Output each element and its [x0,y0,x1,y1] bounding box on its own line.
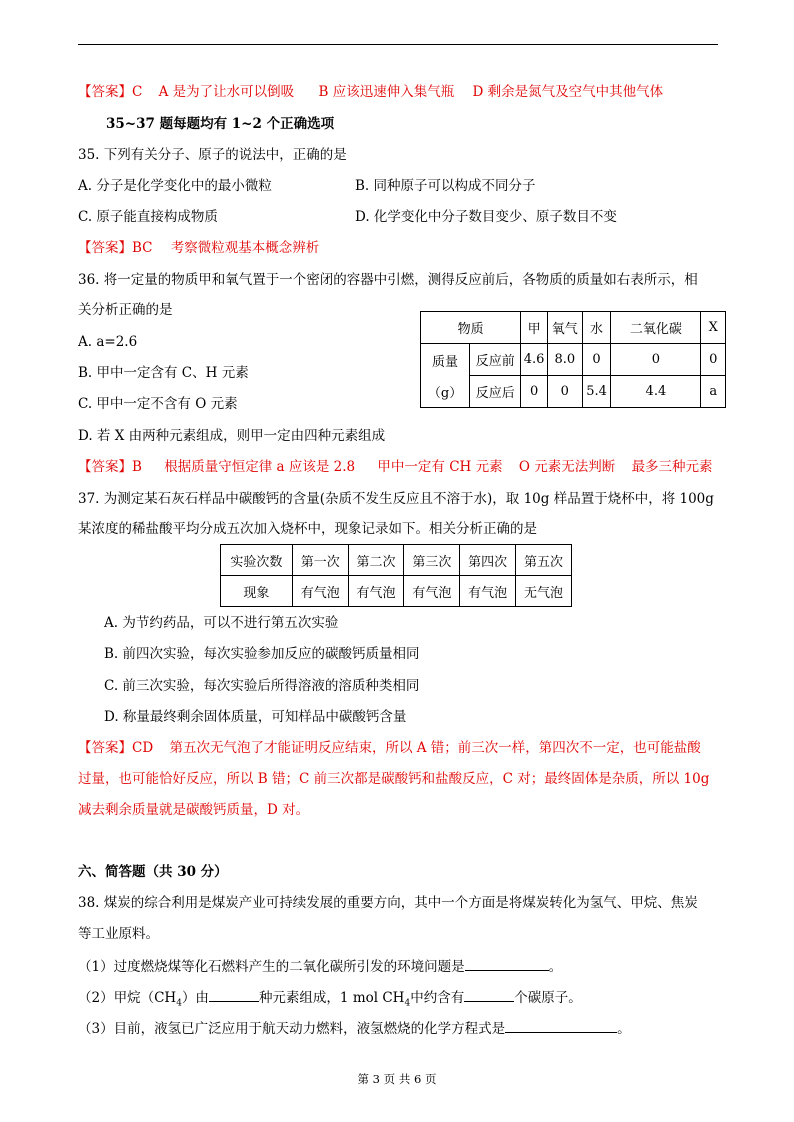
table-cell: 4.4 [611,376,701,408]
mass-unit: （g） [427,385,463,401]
table-cell: 0 [547,376,582,408]
table-header-substance: 物质 [421,312,521,344]
answer-blank[interactable] [465,956,549,971]
table-cell: 有气泡 [404,576,460,607]
question-37-stem-1: 37. 为测定某石灰石样品中碳酸钙的含量(杂质不发生反应且不溶于水)，取 10g 样品置于烧杯中，将 100g [78,491,714,507]
q38-part-3 [78,1018,631,1039]
q36-option-a: A. a=2.6 [78,334,138,350]
q36-option-d: D. 若 X 由两种元素组成，则甲一定由四种元素组成 [78,428,386,444]
table-cell: 4.6 [521,344,548,376]
part-text: 种元素组成，1 mol CH [258,990,405,1006]
answer-note: O 元素无法判断 [518,459,616,475]
answer-tag: 【答案】C [78,84,143,100]
q37-option-a: A. 为节约药品，可以不进行第五次实验 [104,615,339,631]
answer-tag: 【答案】BC [78,240,153,256]
mass-label: 质量 [432,354,459,370]
page-footer: 第 3 页 共 6 页 [357,1072,437,1086]
section-note: 35~37 题每题均有 1~2 个正确选项 [106,116,335,132]
answer-note: 最多三种元素 [631,459,713,475]
table-cell: 5.4 [582,376,611,408]
answer-note: 考察微粒观基本概念辨析 [170,240,320,256]
part-text: 。 [548,959,563,975]
row-label-before: 反应前 [470,344,521,376]
question-38-stem-1: 38. 煤炭的综合利用是煤炭产业可持续发展的重要方向，其中一个方面是将煤炭转化为氢气、甲烷、焦炭 [78,895,698,911]
subscript: 4 [176,998,182,1009]
q37-option-b: B. 前四次实验，每次实验参加反应的碳酸钙质量相同 [104,646,420,662]
question-36-stem-1: 36. 将一定量的物质甲和氧气置于一个密闭的容器中引燃，测得反应前后，各物质的质量如右表所示，相 [78,272,698,288]
question-38-stem-2: 等工业原料。 [78,926,159,942]
table-cell: 无气泡 [516,576,572,607]
table-header: 第一次 [292,545,348,576]
question-35-stem: 35. 下列有关分子、原子的说法中，正确的是 [78,147,347,163]
answer-35 [78,238,319,258]
table-header: 实验次数 [221,545,293,576]
q37-option-c: C. 前三次实验，每次实验后所得溶液的溶质种类相同 [104,678,420,694]
part-text: 。 [617,1021,631,1037]
table-header: 水 [582,312,611,344]
table-cell: 8.0 [547,344,582,376]
q38-part-1 [78,956,562,977]
q37-observation-table [220,544,572,607]
table-cell: 0 [582,344,611,376]
table-cell: 0 [611,344,701,376]
answer-37-line-2: 过量，也可能恰好反应，所以 B 错；C 前三次都是碳酸钙和盐酸反应，C 对；最终固体是杂质，所以 10g [78,771,710,787]
answer-note: 甲中一定有 CH 元素 [377,459,503,475]
q36-option-b: B. 甲中一定含有 C、H 元素 [78,365,249,381]
q35-option-b: B. 同种原子可以构成不同分子 [355,178,536,194]
part-text: ）由 [181,990,209,1006]
table-header: 甲 [521,312,548,344]
q35-option-a: A. 分子是化学变化中的最小微粒 [78,178,272,194]
answer-37-line-1 [78,738,701,758]
row-label-after: 反应后 [470,376,521,408]
table-header: 第三次 [404,545,460,576]
answer-tag: 【答案】CD [78,740,154,756]
answer-note: 根据质量守恒定律 a 应该是 2.8 [164,459,356,475]
section-title: 六、简答题（共 30 分） [78,864,228,880]
table-cell: 有气泡 [460,576,516,607]
table-cell: 有气泡 [292,576,348,607]
answer-37-line-3: 减去剩余质量就是碳酸钙质量，D 对。 [78,802,310,818]
q35-option-c: C. 原子能直接构成物质 [78,209,218,225]
part-text: 个碳原子。 [514,990,582,1006]
part-text: （1）过度燃烧煤等化石燃料产生的二氧化碳所引发的环境问题是 [78,959,465,975]
table-cell: a [701,376,726,408]
table-header: 第五次 [516,545,572,576]
answer-blank[interactable] [464,987,514,1002]
q36-option-c: C. 甲中一定不含有 O 元素 [78,396,238,412]
answer-blank[interactable] [505,1018,617,1033]
answer-note: A 是为了让水可以倒吸 [158,84,295,100]
table-cell: 有气泡 [348,576,404,607]
mass-label-cell [421,344,470,408]
answer-36 [78,457,713,477]
q38-part-2 [78,987,582,1014]
answer-34 [78,82,663,102]
answer-note: D 剩余是氮气及空气中其他气体 [472,84,664,100]
q35-option-d: D. 化学变化中分子数目变少、原子数目不变 [355,209,617,225]
part-text: （2）甲烷（CH [78,990,177,1006]
question-36-stem-2: 关分析正确的是 [78,302,173,318]
table-header: 氧气 [547,312,582,344]
subscript: 4 [404,998,411,1009]
table-header: 第二次 [348,545,404,576]
answer-note: 第五次无气泡了才能证明反应结束，所以 A 错；前三次一样，第四次不一定，也可能盐酸 [169,740,701,756]
answer-blank[interactable] [209,987,259,1002]
answer-tag: 【答案】B [78,459,142,475]
q37-option-d: D. 称量最终剩余固体质量，可知样品中碳酸钙含量 [104,709,407,725]
answer-note: B 应该迅速伸入集气瓶 [318,84,455,100]
row-label: 现象 [221,576,293,607]
part-text: （3）目前，液氢已广泛应用于航天动力燃料，液氢燃烧的化学方程式是 [78,1021,506,1037]
table-cell: 0 [701,344,726,376]
part-text: 中约含有 [410,990,465,1006]
question-37-stem-2: 某浓度的稀盐酸平均分成五次加入烧杯中，现象记录如下。相关分析正确的是 [78,521,537,537]
table-header: 第四次 [460,545,516,576]
table-header: X [701,312,726,344]
q36-mass-table [420,311,726,408]
table-cell: 0 [521,376,548,408]
header-rule [78,44,718,45]
table-header: 二氧化碳 [611,312,701,344]
